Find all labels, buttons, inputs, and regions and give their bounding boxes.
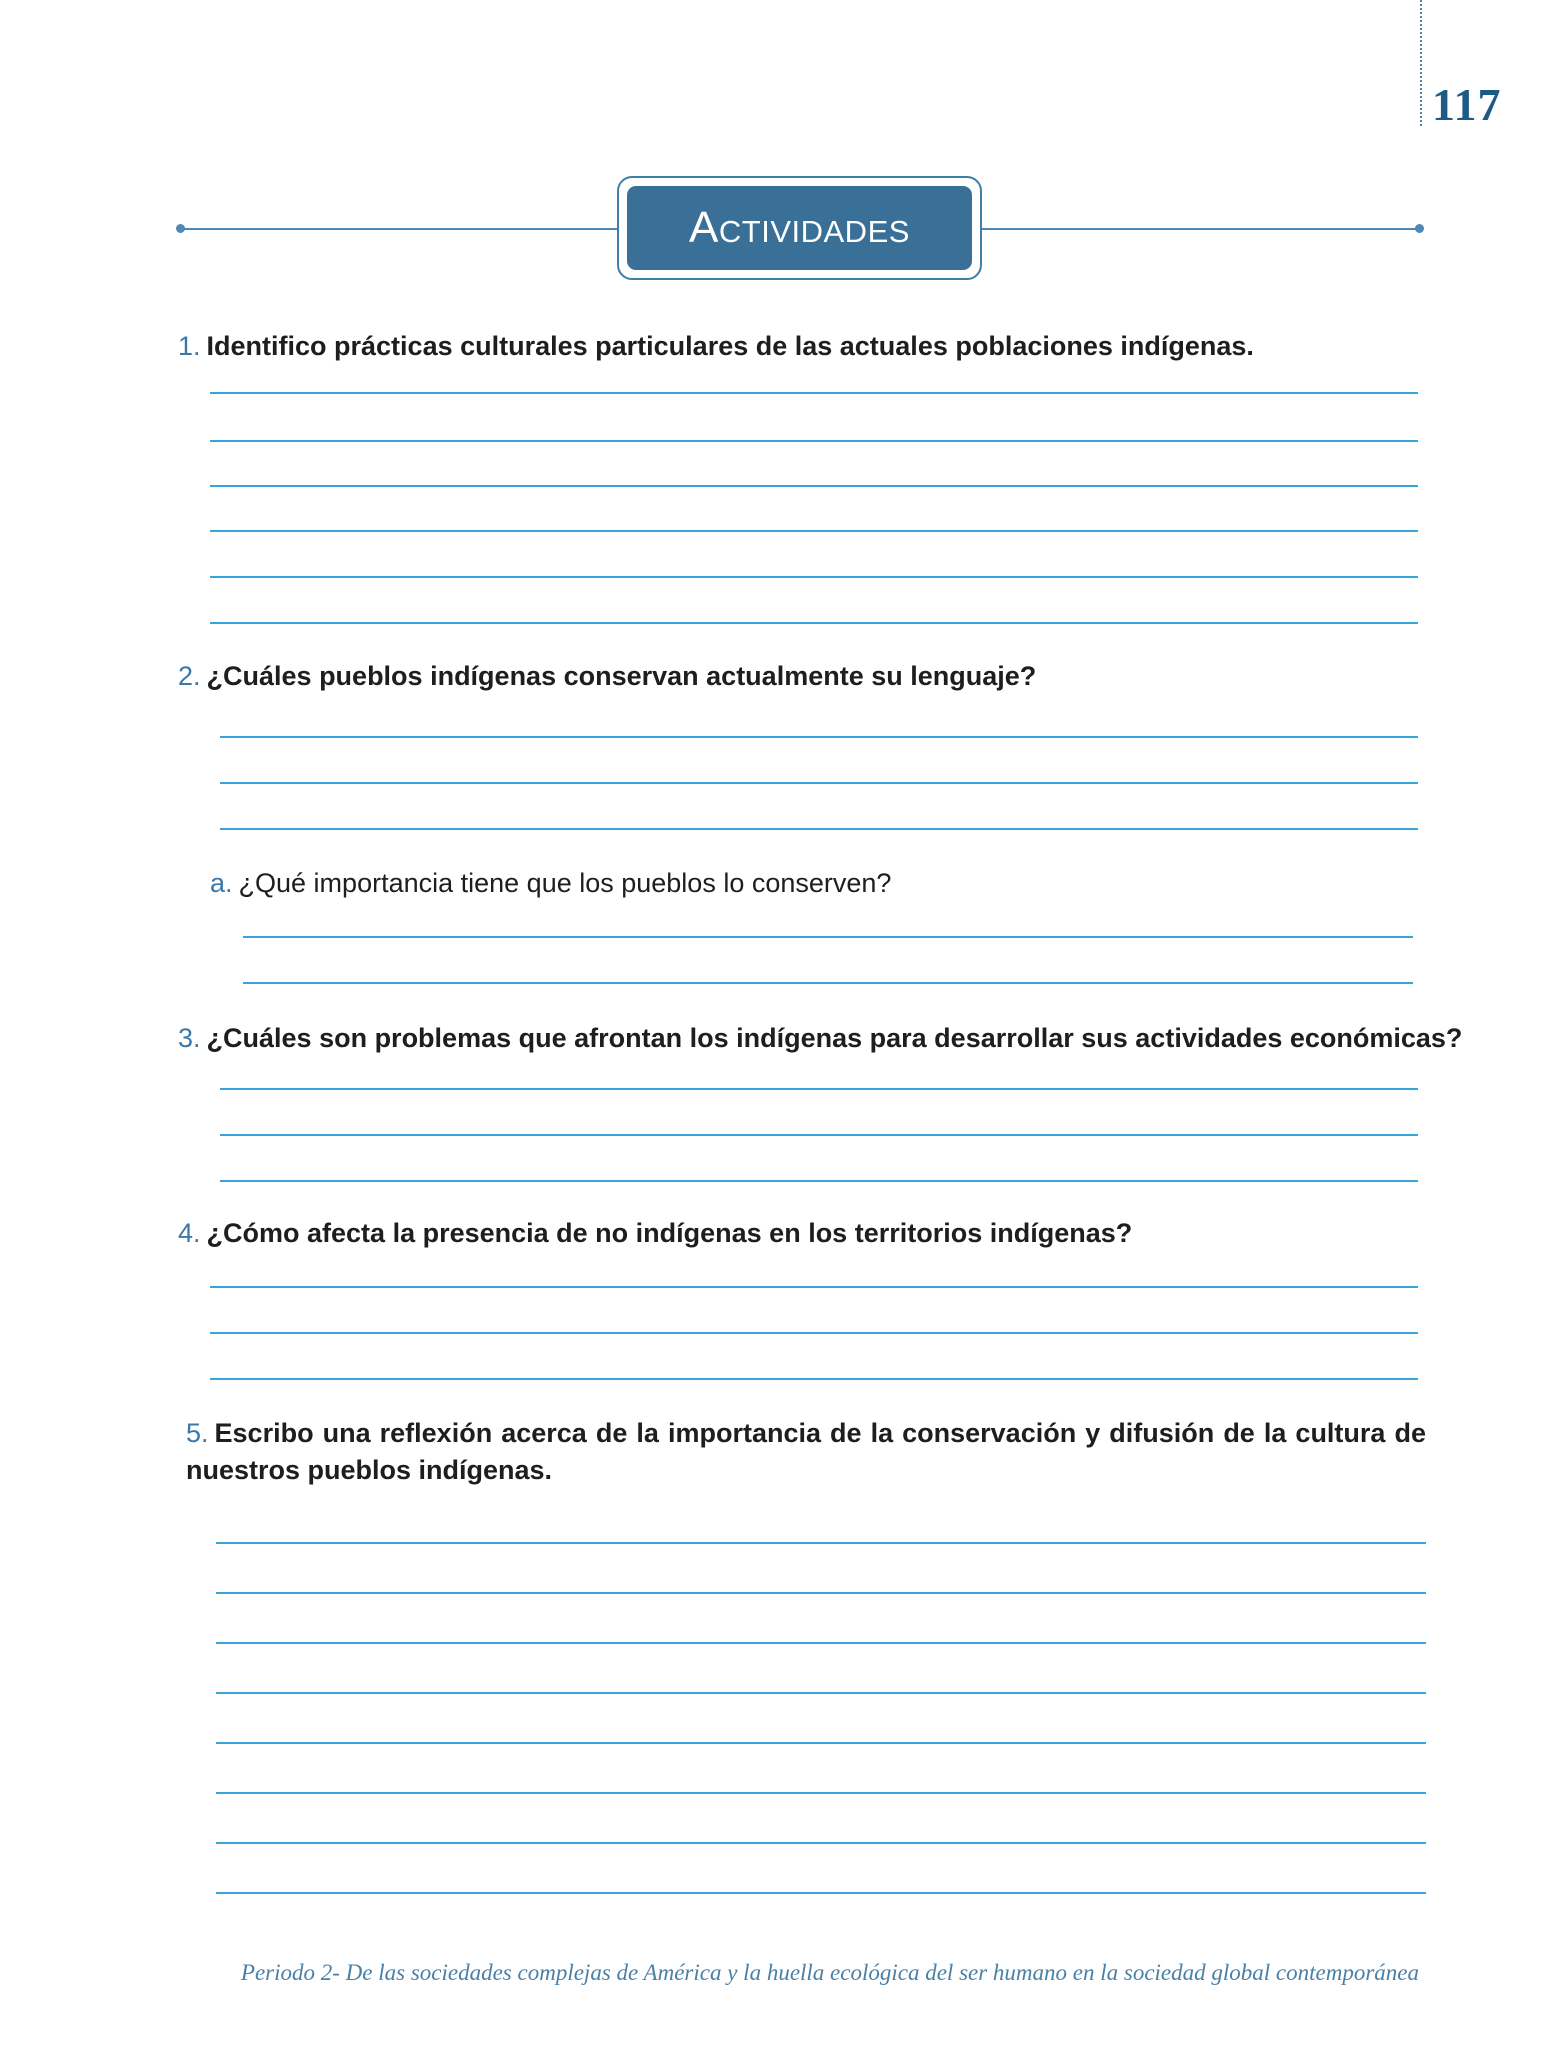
answer-line[interactable] [216, 1792, 1426, 1794]
question-number: 4. [178, 1218, 201, 1248]
rule-dot-left [176, 224, 185, 233]
answer-line[interactable] [220, 1180, 1418, 1182]
answer-line[interactable] [220, 1088, 1418, 1090]
answer-line[interactable] [210, 440, 1418, 442]
question-text: ¿Qué importancia tiene que los pueblos lo conserven? [238, 868, 892, 898]
answer-line[interactable] [216, 1742, 1426, 1744]
answer-line[interactable] [210, 1378, 1418, 1380]
answer-line[interactable] [210, 392, 1418, 394]
answer-line[interactable] [210, 1332, 1418, 1334]
section-title: Actividades [689, 203, 910, 252]
question-text: Escribo una reflexión acerca de la importancia de la conservación y difusión de la cultura de nuestros pueblos indígenas. [186, 1418, 1426, 1485]
question-number: 1. [178, 331, 201, 361]
answer-line[interactable] [220, 828, 1418, 830]
answer-line[interactable] [216, 1642, 1426, 1644]
rule-dot-right [1415, 224, 1424, 233]
answer-line[interactable] [220, 1134, 1418, 1136]
footer-text: Periodo 2- De las sociedades complejas de América y la huella ecológica del ser humano en la sociedad global contemporánea [240, 1960, 1419, 1985]
question-text: ¿Cómo afecta la presencia de no indígenas en los territorios indígenas? [206, 1218, 1133, 1248]
question-text: ¿Cuáles son problemas que afrontan los indígenas para desarrollar sus actividades económicas? [206, 1023, 1463, 1053]
question-number: a. [210, 868, 233, 898]
question-5 [186, 1415, 1426, 1489]
answer-line[interactable] [210, 576, 1418, 578]
answer-line[interactable] [210, 485, 1418, 487]
section-badge-inner [627, 186, 972, 270]
question-number: 2. [178, 661, 201, 691]
answer-line[interactable] [216, 1692, 1426, 1694]
question-number: 5. [186, 1418, 209, 1448]
answer-line[interactable] [220, 782, 1418, 784]
question-3 [178, 1020, 1462, 1057]
question-1 [178, 328, 1254, 365]
answer-line[interactable] [216, 1892, 1426, 1894]
question-2 [178, 658, 1036, 695]
question-text: ¿Cuáles pueblos indígenas conservan actualmente su lenguaje? [206, 661, 1037, 691]
section-badge [617, 176, 982, 280]
answer-line[interactable] [243, 936, 1413, 938]
question-2a [210, 865, 891, 902]
page-margin-dotted-line [1420, 0, 1422, 126]
answer-line[interactable] [243, 982, 1413, 984]
answer-line[interactable] [216, 1542, 1426, 1544]
answer-line[interactable] [210, 1286, 1418, 1288]
answer-line[interactable] [210, 530, 1418, 532]
question-number: 3. [178, 1023, 201, 1053]
page-number: 117 [1432, 79, 1502, 130]
question-text: Identifico prácticas culturales particulares de las actuales poblaciones indígenas. [206, 331, 1254, 361]
answer-line[interactable] [216, 1592, 1426, 1594]
question-4 [178, 1215, 1132, 1252]
answer-line[interactable] [210, 622, 1418, 624]
answer-line[interactable] [216, 1842, 1426, 1844]
answer-line[interactable] [220, 736, 1418, 738]
